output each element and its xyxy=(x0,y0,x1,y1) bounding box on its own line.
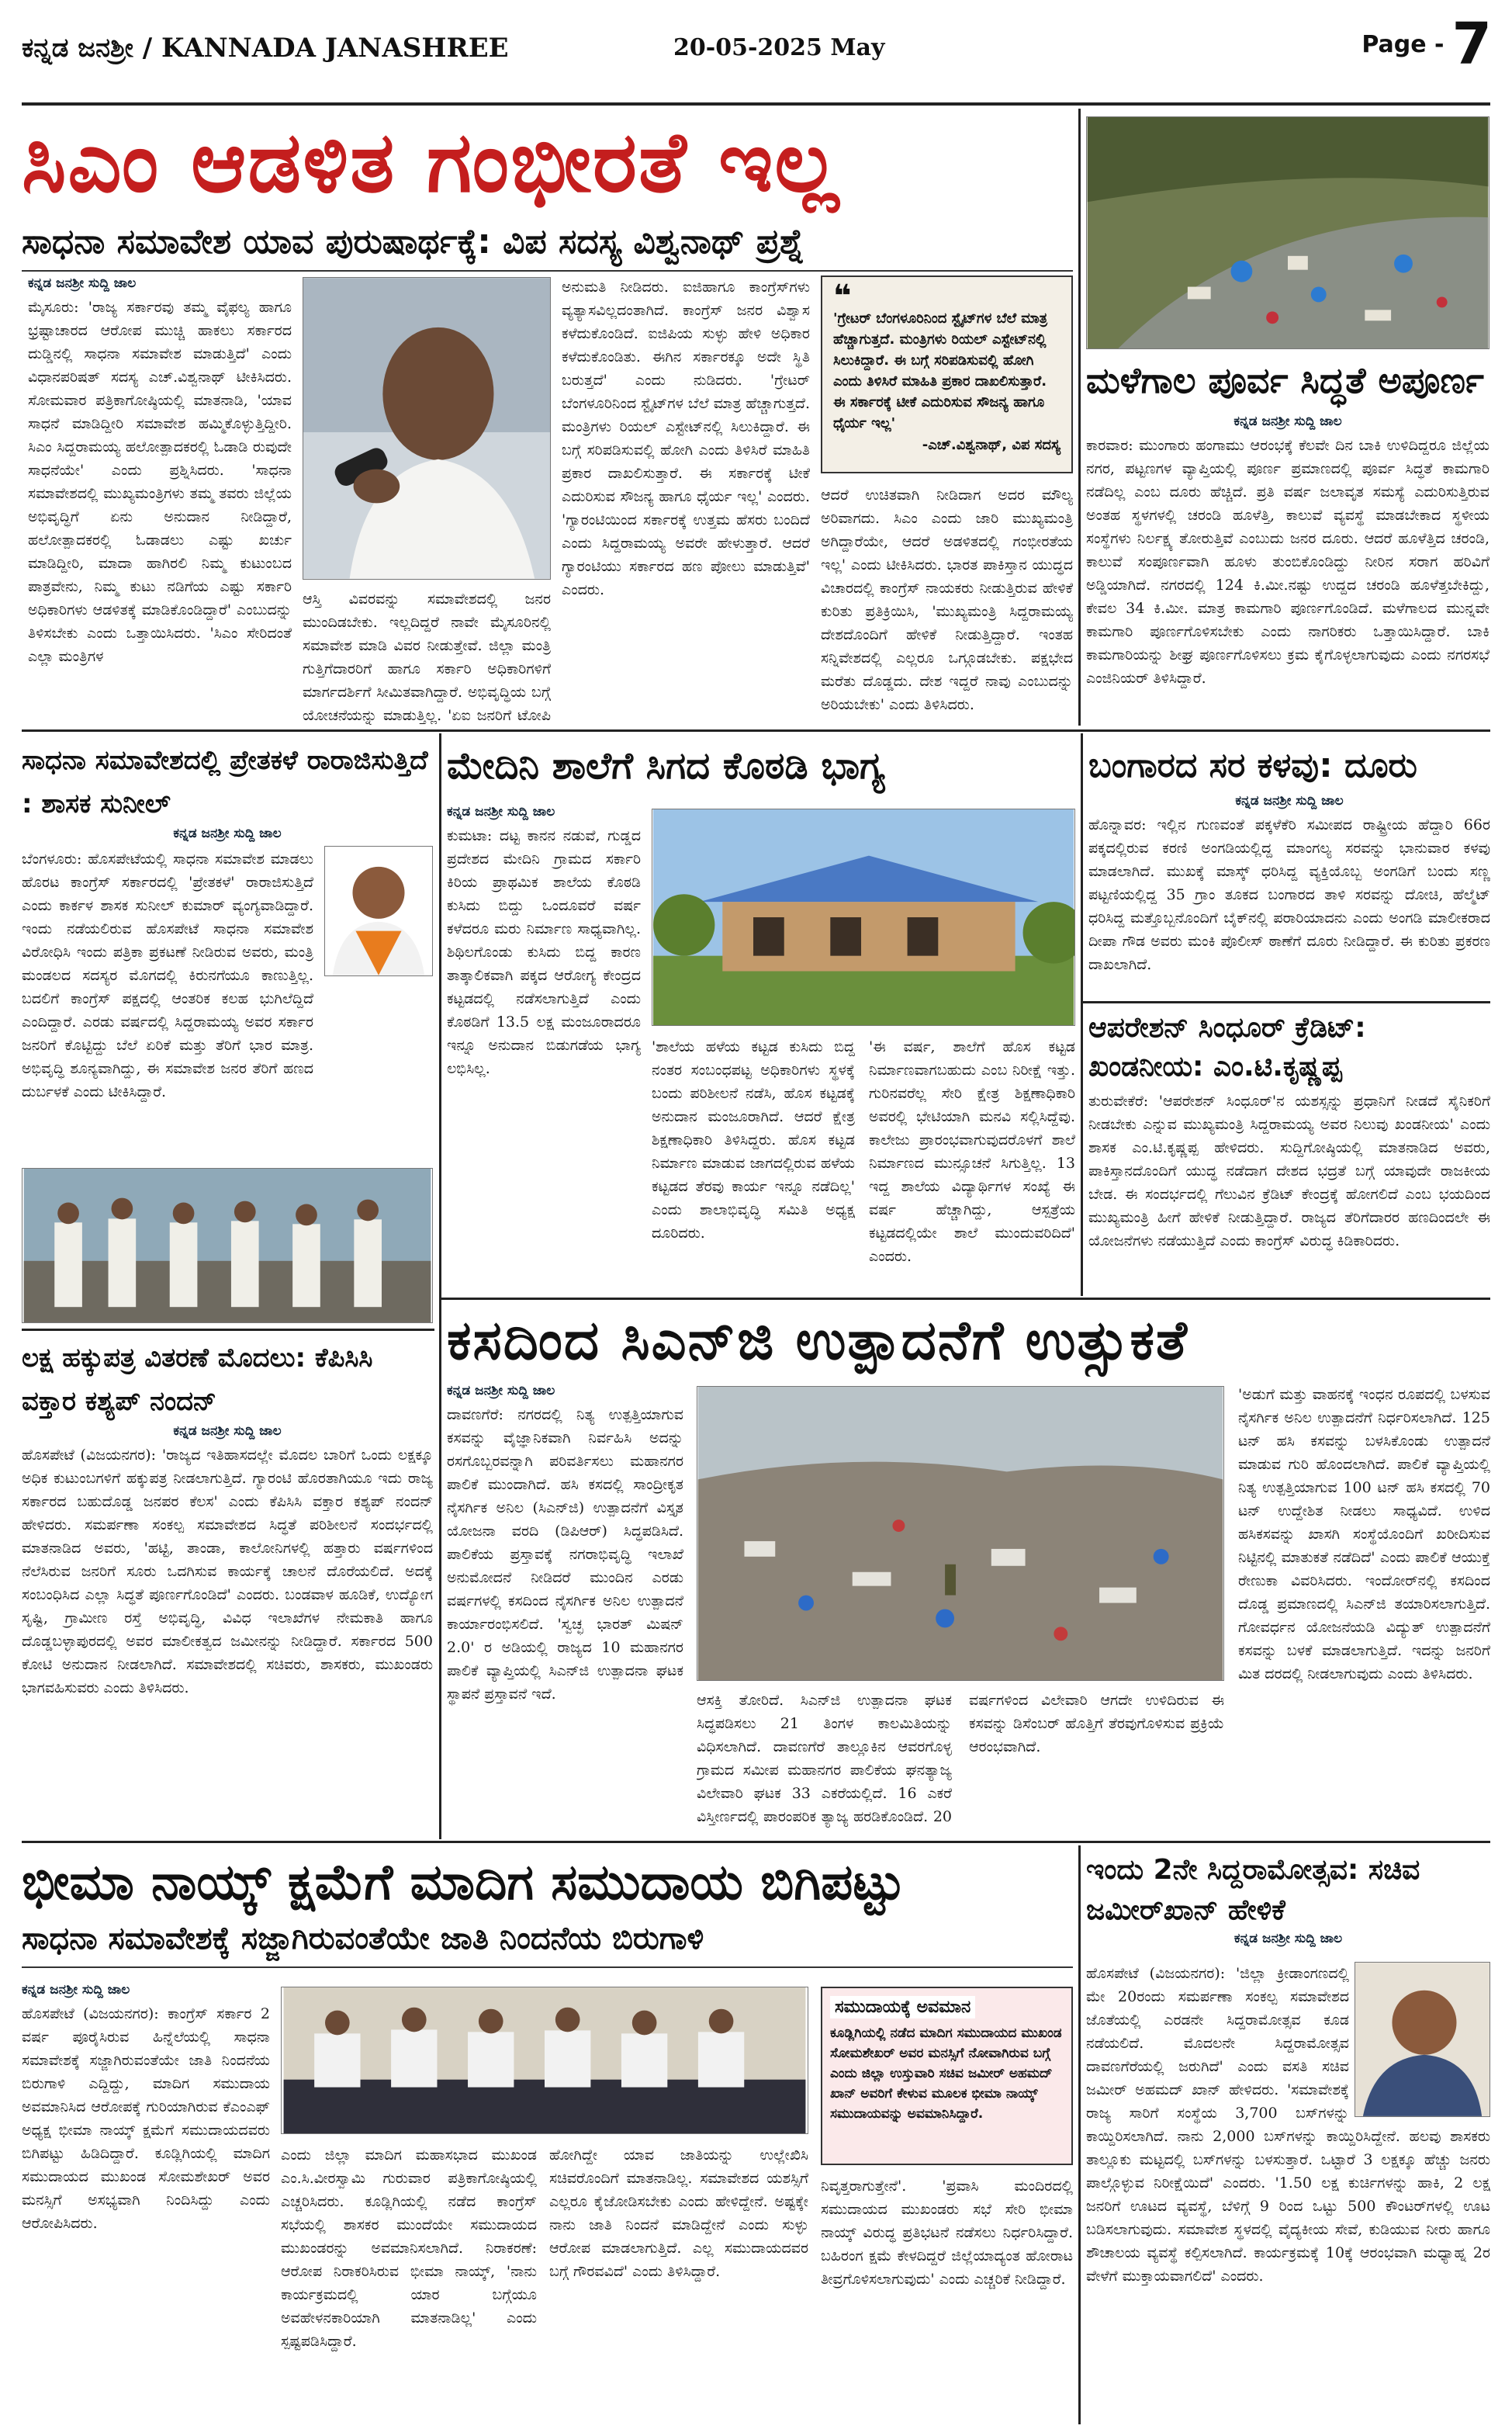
column-1 xyxy=(447,1383,683,1833)
photo-politician xyxy=(303,277,551,580)
column-4 xyxy=(821,483,1073,726)
masthead-rule xyxy=(22,102,1490,106)
story-madiga xyxy=(22,1850,1073,2424)
photo-landfill xyxy=(697,1386,1224,1681)
byline: ಕನ್ನಡ ಜನಶ್ರೀ ಸುದ್ದಿ ಜಾಲ xyxy=(173,826,282,841)
quote-icon: ❝ xyxy=(833,279,852,314)
byline: ಕನ್ನಡ ಜನಶ್ರೀ ಸುದ್ದಿ ಜಾಲ xyxy=(1233,1931,1343,1946)
story-school xyxy=(447,739,1075,1290)
info-box-title: ಸಮುದಾಯಕ್ಕೆ ಅವಮಾನ xyxy=(830,1996,975,2018)
body-text: ದಾವಣಗೆರೆ: ನಗರದಲ್ಲಿ ನಿತ್ಯ ಉತ್ಪತ್ತಿಯಾಗುವ ಕಸವನ್ನು ವೈಜ್ಞಾನಿಕವಾಗಿ ನಿರ್ವಹಿಸಿ ಅದನ್ನು ರಸಗೊಬ್ಬರವನ್ನಾಗಿ ಪರಿವರ್ತಿಸಲು ಮಹಾನಗರ ಪಾಲಿಕೆ ಮುಂದಾಗಿದೆ. ಹಸಿ ಕಸದಲ್ಲಿ ಸಾಂದ್ರೀಕೃತ ನೈಸರ್ಗಿಕ ಅನಿಲ (ಸಿಎನ್‌ಜಿ) ಉತ್ಪಾದನೆಗೆ ವಿಸ್ತೃತ ಯೋಜನಾ ವರದಿ (ಡಿಪಿಆರ್) ಸಿದ್ಧಪಡಿಸಿದೆ. ಪಾಲಿಕೆಯ ಪ್ರಸ್ತಾವಕ್ಕೆ ನಗರಾಭಿವೃದ್ಧಿ ಇಲಾಖೆ ಅನುಮೋದನೆ ನೀಡಿದರೆ ಮುಂದಿನ ಎರಡು ವರ್ಷಗಳಲ್ಲಿ ಕಸದಿಂದ ನೈಸರ್ಗಿಕ ಅನಿಲ ಉತ್ಪಾದನೆ ಕಾರ್ಯಾರಂಭಿಸಲಿದೆ. 'ಸ್ವಚ್ಛ ಭಾರತ್ ಮಿಷನ್ 2.0' ರ ಅಡಿಯಲ್ಲಿ ರಾಜ್ಯದ 10 ಮಹಾನಗರ ಪಾಲಿಕೆ ವ್ಯಾಪ್ತಿಯಲ್ಲಿ ಸಿಎನ್‌ಜಿ ಉತ್ಪಾದನಾ ಘಟಕ ಸ್ಥಾಪನೆ ಪ್ರಸ್ತಾವನೆ ಇದೆ. xyxy=(447,1406,683,1703)
story-bjp xyxy=(22,739,433,1166)
school-building-icon xyxy=(652,809,1074,1025)
headline: ಮಳೆಗಾಲ ಪೂರ್ವ ಸಿದ್ಧತೆ ಅಪೂರ್ಣ xyxy=(1086,359,1484,401)
column-3 xyxy=(549,2143,808,2424)
press-meet-icon xyxy=(282,1987,808,2133)
body-text: ಕಾರವಾರ: ಮುಂಗಾರು ಹಂಗಾಮು ಆರಂಭಕ್ಕೆ ಕೆಲವೇ ದಿನ ಬಾಕಿ ಉಳಿದಿದ್ದರೂ ಜಿಲ್ಲೆಯ ನಗರ, ಪಟ್ಟಣಗಳ ವ್ಯಾಪ್ತಿಯಲ್ಲಿ ಪೂರ್ಣ ಪ್ರಮಾಣದಲ್ಲಿ ಪೂರ್ವ ಸಿದ್ಧತೆ ಕಾಮಗಾರಿ ನಡೆದಿಲ್ಲ ಎಂಬ ದೂರು ಹೆಚ್ಚಿದೆ. ಪ್ರತಿ ವರ್ಷ ಜಲಾವೃತ ಸಮಸ್ಯೆ ಎದುರಿಸುತ್ತಿರುವ ಅಂತಹ ಸ್ಥಳಗಳಲ್ಲಿ ಚರಂಡಿ ಹೂಳೆತ್ತಿ, ಕಾಲುವೆ ವ್ಯವಸ್ಥೆ ಮಾಡಬೇಕಾದ ಸ್ಥಳೀಯ ಸಂಸ್ಥೆಗಳು ನಿರ್ಲಕ್ಷ್ಯ ತೋರುತ್ತಿವೆ ಎಂಬುದು ಜನರ ದೂರು. ಆದರೆ ಹೂಳೆತ್ತಿದ ಚರಂಡಿ, ಕಾಲುವೆ ಸಂಪೂರ್ಣವಾಗಿ ಹೂಳು ತುಂಬಿಕೊಂಡಿದ್ದು ನೀರಿನ ಸರಾಗ ಹರಿವಿಗೆ ಅಡ್ಡಿಯಾಗಿದೆ. ನಗರದಲ್ಲಿ 124 ಕಿ.ಮೀ.ನಷ್ಟು ಉದ್ದದ ಚರಂಡಿ ಹೂಳೆತ್ತಬೇಕಿದ್ದು, ಕೇವಲ 34 ಕಿ.ಮೀ. ಮಾತ್ರ ಕಾಮಗಾರಿ ಪೂರ್ಣಗೊಂಡಿದೆ. ಮಳೆಗಾಲದ ಮುನ್ನವೇ ಕಾಮಗಾರಿ ಪೂರ್ಣಗೊಳಿಸಬೇಕು ಎಂದು ನಾಗರಿಕರು ಒತ್ತಾಯಿಸಿದ್ದಾರೆ. ಬಾಕಿ ಕಾಮಗಾರಿಯನ್ನು ಶೀಘ್ರ ಪೂರ್ಣಗೊಳಿಸಲು ಕ್ರಮ ಕೈಗೊಳ್ಳಲಾಗುವುದು ಎಂದು ನಗರಸಭೆ ಎಂಜಿನಿಯರ್ ತಿಳಿಸಿದ್ದಾರೆ. xyxy=(1086,437,1490,687)
photo-press-meet xyxy=(281,1987,808,2134)
body-text: ತುರುವೇಕೆರೆ: 'ಆಪರೇಶನ್ ಸಿಂಧೂರ್'ನ ಯಶಸ್ಸನ್ನು ಪ್ರಧಾನಿಗೆ ನೀಡದೆ ಸೈನಿಕರಿಗೆ ನೀಡಬೇಕು ಎನ್ನುವ ಮುಖ್ಯಮಂತ್ರಿ ಸಿದ್ದರಾಮಯ್ಯ ಅವರ ನಿಲುವು ಖಂಡನೀಯ' ಎಂದು ಶಾಸಕ ಎಂ.ಟಿ.ಕೃಷ್ಣಪ್ಪ ಹೇಳಿದರು. ಸುದ್ದಿಗೋಷ್ಠಿಯಲ್ಲಿ ಮಾತನಾಡಿದ ಅವರು, ಪಾಕಿಸ್ತಾನದೊಂದಿಗೆ ಯುದ್ಧ ನಡೆದಾಗ ದೇಶದ ಭದ್ರತೆ ಬಗ್ಗೆ ಯಾವುದೇ ರಾಜಕೀಯ ಬೇಡ. ಈ ಸಂದರ್ಭದಲ್ಲಿ ಗೆಲುವಿನ ಕ್ರೆಡಿಟ್ ಕೇಂದ್ರಕ್ಕೆ ಹೋಗಲಿದೆ ಎಂಬ ಭಯದಿಂದ ಮುಖ್ಯಮಂತ್ರಿ ಹೀಗೆ ಹೇಳಿಕೆ ನೀಡುತ್ತಿದ್ದಾರೆ. ರಾಜ್ಯದ ತೆರಿಗೆದಾರರ ಹಣದಿಂದಲೇ ಈ ಯೋಜನೆಗಳು ನಡೆಯುತ್ತಿದೆ ಎಂದು ಕಾಂಗ್ರೆಸ್ ವಿರುದ್ಧ ಕಿಡಿಕಾರಿದರು. xyxy=(1088,1093,1490,1249)
byline: ಕನ್ನಡ ಜನಶ್ರೀ ಸುದ್ದಿ ಜಾಲ xyxy=(447,1383,555,1398)
column-2 xyxy=(281,2143,537,2424)
headline: ಬಂಗಾರದ ಸರ ಕಳವು: ದೂರು xyxy=(1088,746,1417,785)
body-text: ಹೊಸಪೇಟೆ (ವಿಜಯನಗರ): ಕಾಂಗ್ರೆಸ್ ಸರ್ಕಾರ 2 ವರ್ಷ ಪೂರೈಸಿರುವ ಹಿನ್ನೆಲೆಯಲ್ಲಿ ಸಾಧನಾ ಸಮಾವೇಶಕ್ಕೆ ಸಜ್ಜಾಗಿರುವಂತೆಯೇ ಜಾತಿ ನಿಂದನೆಯ ಬಿರುಗಾಳಿ ಎದ್ದಿದ್ದು, ಮಾದಿಗ ಸಮುದಾಯ ಅವಮಾನಿಸಿದ ಆರೋಪಕ್ಕೆ ಗುರಿಯಾಗಿರುವ ಕೆಎಂಎಫ್ ಅಧ್ಯಕ್ಷ ಭೀಮಾ ನಾಯ್ಕ್ ಕ್ಷಮೆಗೆ ಸಮುದಾಯದವರು ಬಿಗಿಪಟ್ಟು ಹಿಡಿದಿದ್ದಾರೆ. ಕೂಡ್ಲಿಗಿಯಲ್ಲಿ ಮಾದಿಗ ಸಮುದಾಯದ ಮುಖಂಡ ಸೋಮಶೇಖರ್ ಅವರ ಮನಸ್ಸಿಗೆ ಅಸಭ್ಯವಾಗಿ ನಿಂದಿಸಿದ್ದು ಎಂದು ಆರೋಪಿಸಿದರು. xyxy=(22,2005,270,2232)
body-text: ಎಂದು ಜಿಲ್ಲಾ ಮಾದಿಗ ಮಹಾಸಭಾದ ಮುಖಂಡ ಎಂ.ಸಿ.ವೀರಸ್ವಾಮಿ ಗುರುವಾರ ಪತ್ರಿಕಾಗೋಷ್ಠಿಯಲ್ಲಿ ಎಚ್ಚರಿಸಿದರು. ಕೂಡ್ಲಿಗಿಯಲ್ಲಿ ನಡೆದ ಕಾಂಗ್ರೆಸ್ ಸಭೆಯಲ್ಲಿ ಶಾಸಕರ ಮುಂದೆಯೇ ಸಮುದಾಯದ ಮುಖಂಡರನ್ನು ಅವಮಾನಿಸಲಾಗಿದೆ. ನಿರಾಕರಣೆ: ಆರೋಪ ನಿರಾಕರಿಸಿರುವ ಭೀಮಾ ನಾಯ್ಕ್, 'ನಾನು ಕಾರ್ಯಕ್ರಮದಲ್ಲಿ ಯಾರ ಬಗ್ಗೆಯೂ ಅವಹೇಳನಕಾರಿಯಾಗಿ ಮಾತನಾಡಿಲ್ಲ' ಎಂದು ಸ್ಪಷ್ಟಪಡಿಸಿದ್ದಾರೆ. xyxy=(281,2147,537,2350)
body-text: 'ಅಡುಗೆ ಮತ್ತು ವಾಹನಕ್ಕೆ ಇಂಧನ ರೂಪದಲ್ಲಿ ಬಳಸುವ ನೈಸರ್ಗಿಕ ಅನಿಲ ಉತ್ಪಾದನೆಗೆ ನಿರ್ಧರಿಸಲಾಗಿದೆ. 125 ಟನ್ ಹಸಿ ಕಸವನ್ನು ಬಳಸಿಕೊಂಡು ಉತ್ಪಾದನೆ ಮಾಡುವ ಗುರಿ ಹೊಂದಲಾಗಿದೆ. ಪಾಲಿಕೆ ವ್ಯಾಪ್ತಿಯಲ್ಲಿ ನಿತ್ಯ ಉತ್ಪತ್ತಿಯಾಗುವ 100 ಟನ್ ಹಸಿ ಕಸದಲ್ಲಿ 70 ಟನ್ ಉದ್ದೇಶಿತ ನೀಡಲು ಸಾಧ್ಯವಿದೆ. ಉಳಿದ ಹಸಿಕಸವನ್ನು ಖಾಸಗಿ ಸಂಸ್ಥೆಯೊಂದಿಗೆ ಖರೀದಿಸುವ ನಿಟ್ಟಿನಲ್ಲಿ ಮಾತುಕತೆ ನಡೆದಿದೆ' ಎಂದು ಪಾಲಿಕೆ ಆಯುಕ್ತೆ ರೇಣುಕಾ ವಿವರಿಸಿದರು. ಇಂದೋರ್‌ನಲ್ಲಿ ಕಸದಿಂದ ದೊಡ್ಡ ಪ್ರಮಾಣದಲ್ಲಿ ಸಿಎನ್‌ಜಿ ತಯಾರಿಸಲಾಗುತ್ತಿದೆ. ಗೋವರ್ಧನ ಯೋಜನೆಯಡಿ ವಿದ್ಯುತ್ ಉತ್ಪಾದನೆಗೆ ಕಸವನ್ನು ಬಳಕೆ ಮಾಡಲಾಗುತ್ತಿದೆ. ಇದನ್ನು ಜನರಿಗೆ ಮಿತ ದರದಲ್ಲಿ ನೀಡಲಾಗುವುದು ಎಂದು ತಿಳಿಸಿದರು. xyxy=(1238,1386,1490,1682)
body-text: ಬೆಂಗಳೂರು: ಹೊಸಪೇಟೆಯಲ್ಲಿ ಸಾಧನಾ ಸಮಾವೇಶ ಮಾಡಲು ಹೊರಟ ಕಾಂಗ್ರೆಸ್ ಸರ್ಕಾರದಲ್ಲಿ 'ಪ್ರೇತಕಳೆ' ರಾರಾಜಿಸುತ್ತಿದೆ ಎಂದು ಕಾರ್ಕಳ ಶಾಸಕ ಸುನೀಲ್ ಕುಮಾರ್ ವ್ಯಂಗ್ಯವಾಡಿದ್ದಾರೆ. ಇಂದು ನಡೆಯಲಿರುವ ಹೊಸಪೇಟೆ ಸಾಧನಾ ಸಮಾವೇಶ ವಿರೋಧಿಸಿ ಇಂದು ಪತ್ರಿಕಾ ಪ್ರಕಟಣೆ ನೀಡಿರುವ ಅವರು, ಮಂತ್ರಿ ಮಂಡಲದ ಸದಸ್ಯರ ಮೊಗದಲ್ಲಿ ಕಿರುನಗೆಯೂ ಕಾಣುತ್ತಿಲ್ಲ. ಬದಲಿಗೆ ಕಾಂಗ್ರೆಸ್ ಪಕ್ಷದಲ್ಲಿ ಆಂತರಿಕ ಕಲಹ ಭುಗಿಲೆದ್ದಿದೆ ಎಂದಿದ್ದಾರೆ. ಎರಡು ವರ್ಷದಲ್ಲಿ ಸಿದ್ದರಾಮಯ್ಯ ಅವರ ಸರ್ಕಾರ ಜನರಿಗೆ ಕೊಟ್ಟಿದ್ದು ಬೆಲೆ ಏರಿಕೆ ಮತ್ತು ತೆರಿಗೆ ಭಾರ ಮಾತ್ರ. ಅಭಿವೃದ್ಧಿ ಶೂನ್ಯವಾಗಿದ್ದು, ಈ ಸಮಾವೇಶ ಜನರ ತೆರಿಗೆ ಹಣದ ದುರ್ಬಳಕೆ ಎಂದು ಟೀಕಿಸಿದ್ದಾರೆ. xyxy=(22,851,313,1100)
body-text: ಹೊನ್ನಾವರ: ಇಲ್ಲಿನ ಗುಣವಂತೆ ಪಕ್ಕಳೆಕೆರಿ ಸಮೀಪದ ರಾಷ್ಟ್ರೀಯ ಹೆದ್ದಾರಿ 66ರ ಪಕ್ಕದಲ್ಲಿರುವ ಕರಣಿ ಅಂಗಡಿಯಲ್ಲಿದ್ದ ಮಾಂಗಲ್ಯ ಸರವನ್ನು ಭಾನುವಾರ ಕಳವು ಮಾಡಲಾಗಿದೆ. ಮುಖಕ್ಕೆ ಮಾಸ್ಕ್ ಧರಿಸಿದ್ದ ವ್ಯಕ್ತಿಯೊಬ್ಬ ಅಂಗಡಿಗೆ ಬಂದು ಸಣ್ಣ ಪಟ್ಟಣಿಯಲ್ಲಿದ್ದ 35 ಗ್ರಾಂ ತೂಕದ ಬಂಗಾರದ ತಾಳಿ ಸರವನ್ನು ದೋಚಿ, ಹೆಲ್ಮೆಟ್ ಧರಿಸಿದ್ದ ಮತ್ತೊಬ್ಬನೊಂದಿಗೆ ಬೈಕ್‌ನಲ್ಲಿ ಪರಾರಿಯಾದನು ಎಂದು ಅಂಗಡಿ ಮಾಲೀಕರಾದ ದೀಪಾ ಗೌಡ ಅವರು ಮಂಕಿ ಪೊಲೀಸ್ ಠಾಣೆಗೆ ದೂರು ನೀಡಿದ್ದಾರೆ. ಈ ಕುರಿತು ಪ್ರಕರಣ ದಾಖಲಾಗಿದೆ. xyxy=(1088,816,1490,973)
column-1 xyxy=(22,1982,270,2424)
body-text: ಆದರೆ ಉಚಿತವಾಗಿ ನೀಡಿದಾಗ ಅದರ ಮೌಲ್ಯ ಅರಿವಾಗದು. ಸಿಎಂ ಎಂದು ಜಾರಿ ಮುಖ್ಯಮಂತ್ರಿ ಅಗಿದ್ದಾರೆಯೇ, ಆದರೆ ಅಡಳಿತದಲ್ಲಿ ಗಂಭೀರತೆಯ ಇಲ್ಲ' ಎಂದು ಟೀಕಿಸಿದರು. ಭಾರತ ಪಾಕಿಸ್ತಾನ ಯುದ್ಧದ ವಿಚಾರದಲ್ಲಿ ಕಾಂಗ್ರೆಸ್ ನಾಯಕರು ನೀಡುತ್ತಿರುವ ಹೇಳಿಕೆ ಕುರಿತು ಪ್ರತಿಕ್ರಿಯಿಸಿ, 'ಮುಖ್ಯಮಂತ್ರಿ ಸಿದ್ದರಾಮಯ್ಯ ದೇಶದೊಂದಿಗೆ ಹೇಳಿಕೆ ನೀಡುತ್ತಿದ್ದಾರೆ. ಇಂತಹ ಸನ್ನಿವೇಶದಲ್ಲಿ ಎಲ್ಲರೂ ಒಗ್ಗೂಡಬೇಕು. ಪಕ್ಷಭೇದ ಮರೆತು ದೊಡ್ಡದು. ದೇಶ ಇದ್ದರೆ ನಾವು ಎಂಬುದನ್ನು ಅರಿಯಬೇಕು' ಎಂದು ತಿಳಿಸಿದರು. xyxy=(821,487,1073,713)
column-rule-bottom xyxy=(1078,1845,1081,2424)
headline: ಸಿಎಂ ಆಡಳಿತ ಗಂಭೀರತೆ ಇಲ್ಲ xyxy=(22,114,841,211)
body-text: ಆಸಕ್ತಿ ತೋರಿದೆ. ಸಿಎನ್‌ಜಿ ಉತ್ಪಾದನಾ ಘಟಕ ಸಿದ್ಧಪಡಿಸಲು 21 ತಿಂಗಳ ಕಾಲಮಿತಿಯನ್ನು ವಿಧಿಸಲಾಗಿದೆ. ದಾವಣಗೆರೆ ತಾಲ್ಲೂಕಿನ ಆವರಗೊಳ್ಳ ಗ್ರಾಮದ ಸಮೀಪ ಮಹಾನಗರ ಪಾಲಿಕೆಯ ಘನತ್ಯಾಜ್ಯ ವಿಲೇವಾರಿ ಘಟಕ 33 ಎಕರೆಯಲ್ಲಿದೆ. 16 ಎಕರೆ ವಿಸ್ತೀರ್ಣದಲ್ಲಿ ಪಾರಂಪರಿಕ ತ್ಯಾಜ್ಯ ಹರಡಿಕೊಂಡಿದೆ. 20 ವರ್ಷಗಳಿಂದ ವಿಲೇವಾರಿ ಆಗದೇ ಉಳಿದಿರುವ ಈ ಕಸವನ್ನು ಡಿಸೆಂಬರ್ ಹೊತ್ತಿಗೆ ತೆರವುಗೊಳಿಸುವ ಪ್ರಕ್ರಿಯೆ ಆರಂಭವಾಗಿದೆ. xyxy=(697,1692,1224,1825)
byline: ಕನ್ನಡ ಜನಶ್ರೀ ಸುದ್ದಿ ಜಾಲ xyxy=(1235,793,1344,809)
column-1 xyxy=(447,804,641,1290)
pull-quote xyxy=(821,275,1073,473)
story-sindoor xyxy=(1088,1009,1490,1292)
body-text: ಅನುಮತಿ ನೀಡಿದರು. ಐಜಿಹಾಗೂ ಕಾಂಗ್ರೆಸ್‌ಗಳು ವ್ಯತ್ಯಾಸವಿಲ್ಲದಂತಾಗಿದೆ. ಕಾಂಗ್ರೆಸ್ ಜನರ ವಿಶ್ವಾಸ ಕಳೆದುಕೊಂಡಿದೆ. ಐಜಿಪಿಯ ಸುಳ್ಳು ಹೇಳಿ ಅಧಿಕಾರ ಕಳೆದುಕೊಂಡಿತು. ಈಗಿನ ಸರ್ಕಾರಕ್ಕೂ ಅದೇ ಸ್ಥಿತಿ ಬರುತ್ತದೆ' ಎಂದು ನುಡಿದರು. 'ಗ್ರೇಟರ್ ಬೆಂಗಳೂರಿನಿಂದ ಸ್ಟೈಟ್‌ಗಳ ಬೆಲೆ ಮಾತ್ರ ಹೆಚ್ಚಾಗುತ್ತದೆ. ಮಂತ್ರಿಗಳು ರಿಯಲ್ ಎಸ್ಟೇಟ್‌ನಲ್ಲಿ ಸಿಲುಕಿದ್ದಾರೆ. ಈ ಬಗ್ಗೆ ಸರಿಪಡಿಸುವಲ್ಲಿ ಹೋಗಿ ಎಂದು ತಿಳಿಸಿರೆ ಮಾಹಿತಿ ಪ್ರಕಾರ ದಾಖಲಿಸುತ್ತಾರೆ. ಈ ಸರ್ಕಾರಕ್ಕೆ ಟೀಕೆ ಎದುರಿಸುವ ಸೌಜನ್ಯ ಹಾಗೂ ಧೈರ್ಯ ಇಲ್ಲ' ಎಂದರು. 'ಗ್ಯಾರಂಟಿಯಿಂದ ಸರ್ಕಾರಕ್ಕೆ ಉತ್ತಮ ಹೆಸರು ಬಂದಿದೆ ಎಂದು ಸಿದ್ದರಾಮಯ್ಯ ಅವರೇ ಹೇಳುತ್ತಾರೆ. ಆದರೆ ಗ್ಯಾರಂಟಿಯು ಸರ್ಕಾರದ ಹಣ ಪೋಲು ಮಾಡುತ್ತಿವೆ' ಎಂದರು. xyxy=(562,279,810,598)
quote-attribution: -ಎಚ್.ವಿಶ್ವನಾಥ್, ವಿಪ ಸದಸ್ಯ xyxy=(922,437,1060,453)
column-4 xyxy=(821,2174,1073,2424)
leaders-photo-icon xyxy=(22,1169,432,1322)
column-rule-right xyxy=(1081,733,1083,1296)
headline: ಮೇದಿನಿ ಶಾಲೆಗೆ ಸಿಗದ ಕೊಠಡಿ ಭಾಗ್ಯ xyxy=(447,744,885,788)
headline: ಸಾಧನಾ ಸಮಾವೇಶದಲ್ಲಿ ಪ್ರೇತಕಳೆ ರಾರಾಜಿಸುತ್ತಿದೆ : ಶಾಸಕ ಸುನೀಲ್ xyxy=(22,745,428,819)
column-1 xyxy=(28,275,292,726)
photo-mla xyxy=(324,846,433,976)
info-box xyxy=(821,1987,1073,2165)
story-siddaramotsava xyxy=(1086,1850,1490,2424)
row-rule-1 xyxy=(22,729,1490,732)
politician-photo-icon xyxy=(303,278,550,579)
subheadline: ಸಾಧನಾ ಸಮಾವೇಶಕ್ಕೆ ಸಜ್ಜಾಗಿರುವಂತೆಯೇ ಜಾತಿ ನಿಂದನೆಯ ಬಿರುಗಾಳಿ xyxy=(22,1915,1073,1968)
story-title-deed xyxy=(22,1336,433,1833)
page-label: Page - xyxy=(1361,30,1445,58)
body-text: ಮೈಸೂರು: 'ರಾಜ್ಯ ಸರ್ಕಾರವು ತಮ್ಮ ವೈಫಲ್ಯ ಹಾಗೂ ಭ್ರಷ್ಟಾಚಾರದ ಆರೋಪ ಮುಚ್ಚಿ ಹಾಕಲು ಸರ್ಕಾರದ ದುಡ್ಡಿನಲ್ಲಿ ಸಾಧನಾ ಸಮಾವೇಶ ಮಾಡುತ್ತಿದೆ' ಎಂದು ವಿಧಾನಪರಿಷತ್ ಸದಸ್ಯ ಎಚ್.ವಿಶ್ವನಾಥ್ ಟೀಕಿಸಿದರು. ಸೋಮವಾರ ಪತ್ರಿಕಾಗೋಷ್ಠಿಯಲ್ಲಿ ಮಾತನಾಡಿ, 'ಯಾವ ಸಾಧನೆ ಮಾಡಿದ್ದೀರಿ ಸಮಾವೇಶ ಹಮ್ಮಿಕೊಳ್ಳುತ್ತಿದ್ದೀರಿ. ಸಿಎಂ ಸಿದ್ದರಾಮಯ್ಯ ಹಲೋತ್ಪಾದಕರಲ್ಲಿ ಓಡಾಡಿ ರುವುದೇ ಸಾಧನೆಯೇ' ಎಂದು ಪ್ರಶ್ನಿಸಿದರು. 'ಸಾಧನಾ ಸಮಾವೇಶದಲ್ಲಿ ಮುಖ್ಯಮಂತ್ರಿಗಳು ತಮ್ಮ ತವರು ಜಿಲ್ಲೆಯ ಅಭಿವೃದ್ಧಿಗೆ ಏನು ಅನುದಾನ ನೀಡಿದ್ದಾರೆ, ಹಲೋತ್ಪಾದಕರಲ್ಲಿ ಓಡಾಡಲು ಎಷ್ಟು ಖರ್ಚು ಮಾಡಿದ್ದೀರಿ, ಮಾದಾ ಹಾಗಿರಲಿ ನಿಮ್ಮ ಕುಟುಂಬದ ಪಾತ್ರವೇನು, ನಿಮ್ಮ ಕುಟು ನಡಿಗೆಯ ಎಷ್ಟು ಸರ್ಕಾರಿ ಅಧಿಕಾರಿಗಳು ಆಡಳಿತಕ್ಕೆ ಮಾಡಿಕೊಂಡಿದ್ದಾರೆ' ಎಂಬುದನ್ನು ತಿಳಿಸಬೇಕು ಎಂದು ಒತ್ತಾಯಿಸಿದರು. 'ಸಿಎಂ ಸೇರಿದಂತೆ ಎಲ್ಲಾ ಮಂತ್ರಿಗಳ xyxy=(28,299,292,665)
rule-right-mid xyxy=(1082,1001,1490,1003)
row-rule-2 xyxy=(441,1298,1490,1300)
body-text: ಹೊಸಪೇಟೆ (ವಿಜಯನಗರ): 'ರಾಜ್ಯದ ಇತಿಹಾಸದಲ್ಲೇ ಮೊದಲ ಬಾರಿಗೆ ಒಂದು ಲಕ್ಷಕ್ಕೂ ಅಧಿಕ ಕುಟುಂಬಗಳಿಗೆ ಹಕ್ಕುಪತ್ರ ನೀಡಲಾಗುತ್ತಿದೆ. ಗ್ಯಾರಂಟಿ ಹೊರತಾಗಿಯೂ ಇದು ರಾಜ್ಯ ಸರ್ಕಾರದ ಬಹುದೊಡ್ಡ ಜನಪರ ಕೆಲಸ' ಎಂದು ಕೆಪಿಸಿಸಿ ವಕ್ತಾರ ಕಶ್ಯಪ್ ನಂದನ್ ಹೇಳಿದರು. ಸಮರ್ಪಣಾ ಸಂಕಲ್ಪ ಸಮಾವೇಶದ ಸಿದ್ಧತೆ ಪರಿಶೀಲನೆ ಸಂದರ್ಭದಲ್ಲಿ ಮಾತನಾಡಿದ ಅವರು, 'ಹಟ್ಟಿ, ತಾಂಡಾ, ಕಾಲೋನಿಗಳಲ್ಲಿ ಹತ್ತಾರು ವರ್ಷಗಳಿಂದ ನೆಲೆಸಿರುವ ಜನರಿಗೆ ಸೂರು ಒದಗಿಸುವ ಕಾರ್ಯಕ್ಕೆ ಚಾಲನೆ ದೊರೆಯಲಿದೆ. ಅದಕ್ಕೆ ಸಂಬಂಧಿಸಿದ ಎಲ್ಲಾ ಸಿದ್ಧತೆ ಪೂರ್ಣಗೊಂಡಿದೆ' ಎಂದರು. ಬಂಡವಾಳ ಹೂಡಿಕೆ, ಉದ್ಯೋಗ ಸೃಷ್ಟಿ, ಗ್ರಾಮೀಣ ರಸ್ತೆ ಅಭಿವೃದ್ಧಿ, ವಿವಿಧ ಇಲಾಖೆಗಳ ನೇಮಕಾತಿ ಹಾಗೂ ದೊಡ್ಡಬಳ್ಳಾಪುರದಲ್ಲಿ ಅವರ ಮಾಲೀಕತ್ವದ ಜಮೀನನ್ನು ನೀಡಿದ್ದಾರೆ. ಸರ್ಕಾರದ 500 ಕೋಟಿ ಅನುದಾನ ನೀಡಲಾಗಿದೆ. ಸಮಾವೇಶದಲ್ಲಿ ಸಚಿವರು, ಶಾಸಕರು, ಮುಖಂಡರು ಭಾಗವಹಿಸುವರು ಎಂದು ತಿಳಿಸಿದರು. xyxy=(22,1447,433,1696)
byline: ಕನ್ನಡ ಜನಶ್ರೀ ಸುದ್ದಿ ಜಾಲ xyxy=(28,275,137,291)
column-2 xyxy=(652,1035,855,1290)
story-cm xyxy=(22,113,1073,726)
row-rule-3 xyxy=(22,1841,1490,1843)
column-3 xyxy=(869,1035,1075,1290)
story-theft xyxy=(1088,739,1490,995)
drain-photo-icon xyxy=(1087,117,1489,348)
body-text: ಹೊಸಪೇಟೆ (ವಿಜಯನಗರ): 'ಜಿಲ್ಲಾ ಕ್ರೀಡಾಂಗಣದಲ್ಲಿ ಮೇ 20ರಂದು ಸಮರ್ಪಣಾ ಸಂಕಲ್ಪ ಸಮಾವೇಶದ ಜೊತೆಯಲ್ಲಿ ಎರಡನೇ ಸಿದ್ದರಾಮೋತ್ಸವ ಕೂಡ ನಡೆಯಲಿದೆ. ಮೊದಲನೇ ಸಿದ್ದರಾಮೋತ್ಸವ ದಾವಣಗೆರೆಯಲ್ಲಿ ಜರುಗಿದೆ' ಎಂದು ವಸತಿ ಸಚಿವ ಜಮೀರ್ ಅಹಮದ್ ಖಾನ್ ಹೇಳಿದರು. 'ಸಮಾವೇಶಕ್ಕೆ ರಾಜ್ಯ ಸಾರಿಗೆ ಸಂಸ್ಥೆಯ 3,700 ಬಸ್‌ಗಳನ್ನು ಕಾಯ್ದಿರಿಸಲಾಗಿದೆ. ನಾನು 2,000 ಬಸ್‌ಗಳನ್ನು ಕಾಯ್ದಿರಿಸಿದ್ದೇನೆ. ಹಲವು ಶಾಸಕರು ತಾಲ್ಲೂಕು ಮಟ್ಟದಲ್ಲಿ ಬಸ್‌ಗಳನ್ನು ಬಳಸುತ್ತಾರೆ. ಒಟ್ಟಾರೆ 3 ಲಕ್ಷಕ್ಕೂ ಹೆಚ್ಚು ಜನರು ಪಾಲ್ಗೊಳ್ಳುವ ನಿರೀಕ್ಷೆಯಿದೆ' ಎಂದರು. '1.50 ಲಕ್ಷ ಕುರ್ಚಿಗಳನ್ನು ಹಾಕಿ, 2 ಲಕ್ಷ ಜನರಿಗೆ ಊಟದ ವ್ಯವಸ್ಥೆ, ಬೆಳಿಗ್ಗೆ 9 ರಿಂದ ಒಟ್ಟು 500 ಕೌಂಟರ್‌ಗಳಲ್ಲಿ ಊಟ ಬಡಿಸಲಾಗುವುದು. ಸಮಾವೇಶ ಸ್ಥಳದಲ್ಲಿ ವೈದ್ಯಕೀಯ ಸೇವೆ, ಕುಡಿಯುವ ನೀರು ಹಾಗೂ ಶೌಚಾಲಯ ವ್ಯವಸ್ಥೆ ಕಲ್ಪಿಸಲಾಗಿದೆ. ಕಾರ್ಯಕ್ರಮಕ್ಕೆ 10ಕ್ಕೆ ಆರಂಭವಾಗಿ ಮಧ್ಯಾಹ್ನ 2ರ ವೇಳೆಗೆ ಮುಕ್ತಾಯವಾಗಲಿದೆ' ಎಂದರು. xyxy=(1086,1962,1490,2424)
photo-leaders-walk xyxy=(22,1168,433,1323)
issue-date: 20-05-2025 May xyxy=(673,34,885,61)
body-text: ನಿವೃತ್ತರಾಗುತ್ತೇನೆ'. 'ಪ್ರವಾಸಿ ಮಂದಿರದಲ್ಲಿ ಸಮುದಾಯದ ಮುಖಂಡರು ಸಭೆ ಸೇರಿ ಭೀಮಾ ನಾಯ್ಕ್ ವಿರುದ್ಧ ಪ್ರತಿಭಟನೆ ನಡೆಸಲು ನಿರ್ಧರಿಸಿದ್ದಾರೆ. ಬಹಿರಂಗ ಕ್ಷಮೆ ಕೇಳದಿದ್ದರೆ ಜಿಲ್ಲೆಯಾದ್ಯಂತ ಹೋರಾಟ ತೀವ್ರಗೊಳಿಸಲಾಗುವುದು' ಎಂದು ಎಚ್ಚರಿಕೆ ನೀಡಿದ್ದಾರೆ. xyxy=(821,2178,1073,2288)
byline: ಕನ್ನಡ ಜನಶ್ರೀ ಸುದ್ದಿ ಜಾಲ xyxy=(1233,414,1342,429)
byline: ಕನ್ನಡ ಜನಶ್ರೀ ಸುದ್ದಿ ಜಾಲ xyxy=(447,804,555,819)
body-text: 'ಶಾಲೆಯ ಹಳೆಯ ಕಟ್ಟಡ ಕುಸಿದು ಬಿದ್ದ ನಂತರ ಸಂಬಂಧಪಟ್ಟ ಅಧಿಕಾರಿಗಳು ಸ್ಥಳಕ್ಕೆ ಬಂದು ಪರಿಶೀಲನೆ ನಡೆಸಿ, ಹೊಸ ಕಟ್ಟಡಕ್ಕೆ ಅನುದಾನ ಮಂಜೂರಾಗಿದೆ. ಆದರೆ ಕ್ಷೇತ್ರ ಶಿಕ್ಷಣಾಧಿಕಾರಿ ತಿಳಿಸಿದ್ದರು. ಹೊಸ ಕಟ್ಟಡ ನಿರ್ಮಾಣ ಮಾಡುವ ಜಾಗದಲ್ಲಿರುವ ಹಳೆಯ ಕಟ್ಟಡದ ತೆರವು ಕಾರ್ಯ ಇನ್ನೂ ನಡೆದಿಲ್ಲ' ಎಂದು ಶಾಲಾಭಿವೃದ್ಧಿ ಸಮಿತಿ ಅಧ್ಯಕ್ಷ ದೂರಿದರು. xyxy=(652,1038,855,1242)
story-rain xyxy=(1086,353,1490,726)
byline: ಕನ್ನಡ ಜನಶ್ರೀ ಸುದ್ದಿ ಜಾಲ xyxy=(173,1423,282,1439)
landfill-photo-icon xyxy=(697,1387,1223,1680)
headline: ಕಸದಿಂದ ಸಿಎನ್‌ಜಿ ಉತ್ಪಾದನೆಗೆ ಉತ್ಸುಕತೆ xyxy=(447,1308,1188,1372)
quote-text: 'ಗ್ರೇಟರ್ ಬೆಂಗಳೂರಿನಿಂದ ಸ್ಟೈಟ್‌ಗಳ ಬೆಲೆ ಮಾತ್ರ ಹೆಚ್ಚಾಗುತ್ತದೆ. ಮಂತ್ರಿಗಳು ರಿಯಲ್ ಎಸ್ಟೇಟ್‌ನಲ್ಲಿ ಸಿಲುಕಿದ್ದಾರೆ. ಈ ಬಗ್ಗೆ ಸರಿಪಡಿಸುವಲ್ಲಿ ಹೋಗಿ ಎಂದು ತಿಳಿಸಿರೆ ಮಾಹಿತಿ ಪ್ರಕಾರ ದಾಖಲಿಸುತ್ತಾರೆ. ಈ ಸರ್ಕಾರಕ್ಕೆ ಟೀಕೆ ಎದುರಿಸುವ ಸೌಜನ್ಯ ಹಾಗೂ ಧೈರ್ಯ ಇಲ್ಲ' xyxy=(833,310,1048,431)
body-text: ಹೋಗಿದ್ದೇ ಯಾವ ಜಾತಿಯನ್ನು ಉಲ್ಲೇಖಿಸಿ ಸಚಿವರೊಂದಿಗೆ ಮಾತನಾಡಿಲ್ಲ. ಸಮಾವೇಶದ ಯಶಸ್ಸಿಗೆ ಎಲ್ಲರೂ ಕೈಜೋಡಿಸಬೇಕು ಎಂದು ಹೇಳಿದ್ದೇನೆ. ಅಷ್ಟಕ್ಕೇ ನಾನು ಜಾತಿ ನಿಂದನೆ ಮಾಡಿದ್ದೇನೆ ಎಂದು ಸುಳ್ಳು ಆರೋಪ ಮಾಡಲಾಗುತ್ತಿದೆ. ಎಲ್ಲ ಸಮುದಾಯದವರ ಬಗ್ಗೆ ಗೌರವವಿದೆ' ಎಂದು ತಿಳಿಸಿದ್ದಾರೆ. xyxy=(549,2147,808,2280)
photo-spacer xyxy=(1349,1962,1490,2122)
headline: ಇಂದು 2ನೇ ಸಿದ್ದರಾಮೋತ್ಸವ: ಸಚಿವ ಜಮೀರ್‌ಖಾನ್ ಹೇಳಿಕೆ xyxy=(1086,1854,1420,1926)
page-number: 7 xyxy=(1451,16,1492,78)
headline: ಲಕ್ಷ ಹಕ್ಕುಪತ್ರ ವಿತರಣೆ ಮೊದಲು: ಕೆಪಿಸಿಸಿ ವಕ್ತಾರ ಕಶ್ಯಪ್ ನಂದನ್ xyxy=(22,1343,373,1417)
headline: ಭೀಮಾ ನಾಯ್ಕ್ ಕ್ಷಮೆಗೆ ಮಾದಿಗ ಸಮುದಾಯ ಬಿಗಿಪಟ್ಟು xyxy=(22,1854,905,1911)
column-2 xyxy=(303,587,551,726)
body-text: ಆಸ್ತಿ ವಿವರವನ್ನು ಸಮಾವೇಶದಲ್ಲಿ ಜನರ ಮುಂದಿಡಬೇಕು. ಇಲ್ಲದಿದ್ದರೆ ನಾವೇ ಮೈಸೂರಿನಲ್ಲಿ ಸಮಾವೇಶ ಮಾಡಿ ವಿವರ ನೀಡುತ್ತೇವೆ. ಜಿಲ್ಲಾ ಮಂತ್ರಿ ಗುತ್ತಿಗೆದಾರರಿಗೆ ಹಾಗೂ ಸರ್ಕಾರಿ ಅಧಿಕಾರಿಗಳಿಗೆ ಮಾರ್ಗದರ್ಶಿಗೆ ಸೀಮಿತವಾಗಿದ್ದಾರೆ. ಅಭಿವೃದ್ಧಿಯ ಬಗ್ಗೆ ಯೋಚನೆಯನ್ನು ಮಾಡುತ್ತಿಲ್ಲ. 'ಏಐ ಜನರಿಗೆ ಟೋಪಿ xyxy=(303,591,551,724)
rule-left-mid xyxy=(22,1329,434,1331)
column-rule xyxy=(1078,109,1081,726)
photo-school-building xyxy=(652,809,1075,1026)
mla-portrait-icon xyxy=(325,847,432,975)
page-number-box xyxy=(1361,16,1492,78)
subheadline: ಸಾಧನಾ ಸಮಾವೇಶ ಯಾವ ಪುರುಷಾರ್ಥಕ್ಕೆ: ವಿಪ ಸದಸ್ಯ ವಿಶ್ವನಾಥ್ ಪ್ರಶ್ನೆ xyxy=(22,223,1073,272)
body-text: 'ಈ ವರ್ಷ, ಶಾಲೆಗೆ ಹೊಸ ಕಟ್ಟಡ ನಿರ್ಮಾಣವಾಗಬಹುದು ಎಂಬ ನಿರೀಕ್ಷೆ ಇತ್ತು. ಗುರಿನವರೆಲ್ಲ ಸೇರಿ ಕ್ಷೇತ್ರ ಶಿಕ್ಷಣಾಧಿಕಾರಿ ಅವರಲ್ಲಿ ಭೇಟಿಯಾಗಿ ಮನವಿ ಸಲ್ಲಿಸಿದ್ದೆವು. ಕಾಲೇಜು ಪ್ರಾರಂಭವಾಗುವುದರೊಳಗೆ ಶಾಲೆ ನಿರ್ಮಾಣದ ಮುನ್ಸೂಚನೆ ಸಿಗುತ್ತಿಲ್ಲ. 13 ಇದ್ದ ಶಾಲೆಯ ವಿದ್ಯಾರ್ಥಿಗಳ ಸಂಖ್ಯೆ ಈ ವರ್ಷ ಹೆಚ್ಚಾಗಿದ್ದು, ಆಸ್ಪತ್ರೆಯ ಕಟ್ಟಡದಲ್ಲಿಯೇ ಶಾಲೆ ಮುಂದುವರಿದಿದೆ' ಎಂದರು. xyxy=(869,1038,1075,1265)
column-rule-left xyxy=(439,733,441,1839)
headline: ಆಪರೇಶನ್ ಸಿಂಧೂರ್ ಕ್ರೆಡಿಟ್: ಖಂಡನೀಯ: ಎಂ.ಟಿ.ಕೃಷ್ಣಪ್ಪ xyxy=(1088,1012,1366,1083)
body-text: ಕುಮಟಾ: ದಟ್ಟ ಕಾನನ ನಡುವೆ, ಗುಡ್ಡದ ಪ್ರದೇಶದ ಮೇದಿನಿ ಗ್ರಾಮದ ಸರ್ಕಾರಿ ಕಿರಿಯ ಪ್ರಾಥಮಿಕ ಶಾಲೆಯ ಕೊಠಡಿ ಕುಸಿದು ಬಿದ್ದು ಒಂದೂವರೆ ವರ್ಷ ಕಳೆದರೂ ಮರು ನಿರ್ಮಾಣ ಸಾಧ್ಯವಾಗಿಲ್ಲ. ಶಿಥಿಲಗೊಂಡು ಕುಸಿದು ಬಿದ್ದ ಕಾರಣ ತಾತ್ಕಾಲಿಕವಾಗಿ ಪಕ್ಕದ ಆರೋಗ್ಯ ಕೇಂದ್ರದ ಕಟ್ಟಡದಲ್ಲಿ ನಡೆಸಲಾಗುತ್ತಿದೆ ಎಂದು ಕೊಠಡಿಗೆ 13.5 ಲಕ್ಷ ಮಂಜೂರಾದರೂ ಇನ್ನೂ ಅನುದಾನ ಬಿಡುಗಡೆಯ ಭಾಗ್ಯ ಲಭಿಸಿಲ್ಲ. xyxy=(447,827,641,1077)
story-cng xyxy=(447,1305,1490,1833)
paper-name: ಕನ್ನಡ ಜನಶ್ರೀ / KANNADA JANASHREE xyxy=(22,33,509,64)
byline: ಕನ್ನಡ ಜನಶ್ರೀ ಸುದ್ದಿ ಜಾಲ xyxy=(22,1982,130,1998)
masthead xyxy=(22,16,1492,101)
photo-drain-garbage xyxy=(1086,116,1490,349)
column-3 xyxy=(562,275,810,726)
info-box-text: ಕೂಡ್ಲಿಗಿಯಲ್ಲಿ ನಡೆದ ಮಾದಿಗ ಸಮುದಾಯದ ಮುಖಂಡ ಸೋಮಶೇಖರ್ ಅವರ ಮನಸ್ಸಿಗೆ ನೋವಾಗಿರುವ ಬಗ್ಗೆ ಎಂದು ಜಿಲ್ಲಾ ಉಸ್ತುವಾರಿ ಸಚಿವ ಜಮೀರ್ ಅಹಮದ್ ಖಾನ್ ಅವರಿಗೆ ಕೇಳುವ ಮೂಲಕ ಭೀಮಾ ನಾಯ್ಕ್ ಸಮುದಾಯವನ್ನು ಅವಮಾನಿಸಿದ್ದಾರೆ. xyxy=(830,2025,1062,2122)
column-2 xyxy=(697,1689,1224,1833)
column-3 xyxy=(1238,1383,1490,1833)
